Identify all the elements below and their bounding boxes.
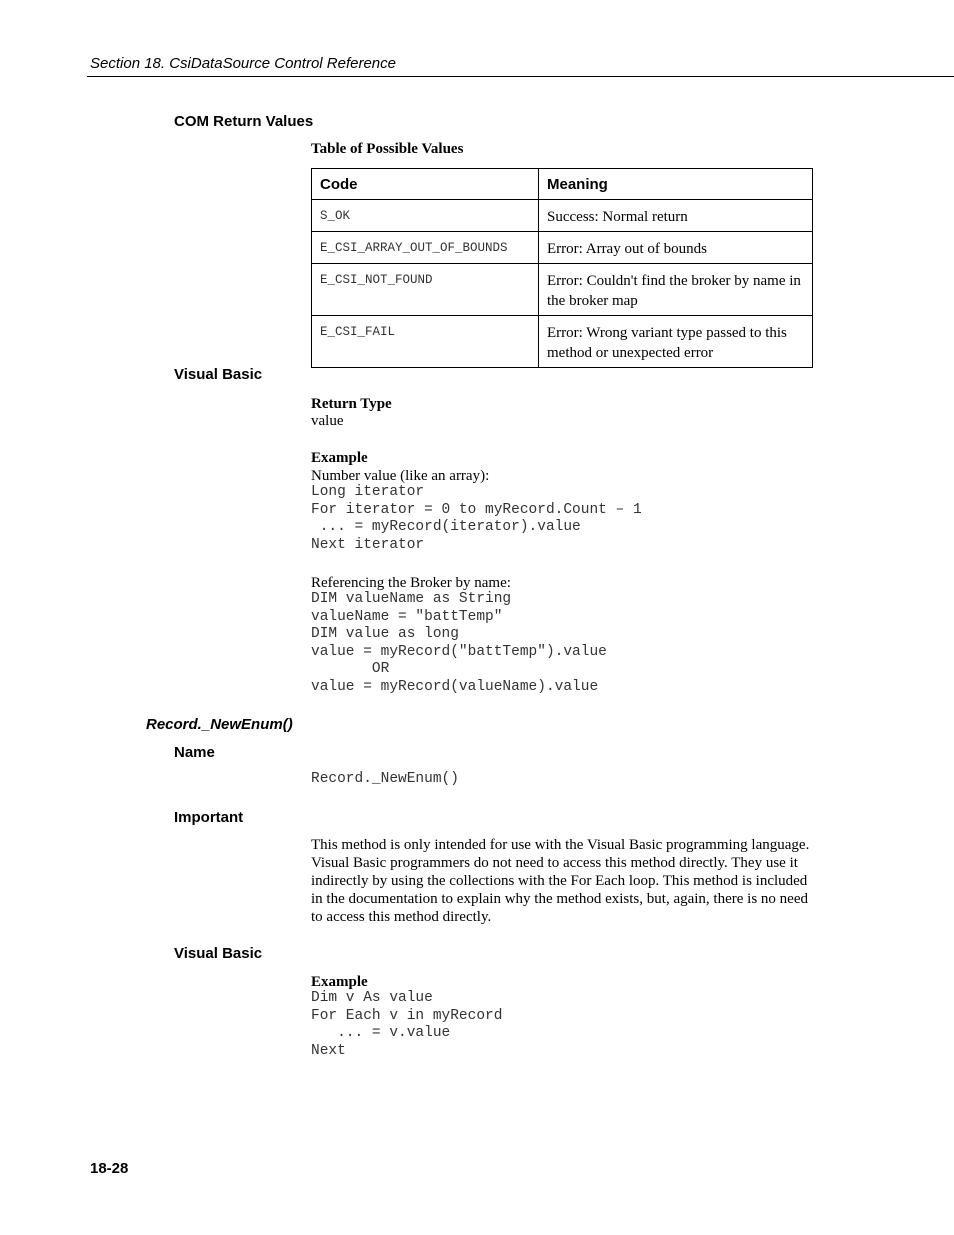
table-row (312, 232, 813, 264)
table-row (312, 200, 813, 232)
table-row (312, 264, 813, 316)
running-header: Section 18. CsiDataSource Control Reference (90, 55, 396, 72)
meaning-cell: Error: Array out of bounds (539, 232, 813, 264)
column-header-meaning: Meaning (539, 169, 813, 200)
new-enum-heading: Record._NewEnum() (146, 716, 293, 733)
table-header-row (312, 169, 813, 200)
table-row (312, 316, 813, 368)
return-values-table (311, 168, 813, 368)
return-type-value: value (311, 413, 344, 429)
meaning-cell: Success: Normal return (539, 200, 813, 232)
important-paragraph: This method is only intended for use with the Visual Basic programming language. Visual Basic programmers do not need to access this method directly. They use it indirectly by using the collections with the For Each loop. This method is included in the documentation to explain why the method exists, but, again, there is no need to access this method directly. (311, 837, 810, 925)
example-label-2: Example (311, 974, 368, 990)
code-block-broker: DIM valueName as String valueName = "battTemp" DIM value as long value = myRecord("battTemp").value OR value = myRecord(valueName).value (311, 591, 607, 695)
header-rule (87, 76, 954, 77)
page-number: 18-28 (90, 1160, 129, 1177)
code-cell: E_CSI_ARRAY_OUT_OF_BOUNDS (312, 232, 539, 264)
return-type-label: Return Type (311, 396, 392, 412)
code-block-foreach: Dim v As value For Each v in myRecord ... = v.value Next (311, 990, 503, 1059)
visual-basic-heading: Visual Basic (174, 366, 263, 383)
com-return-values-heading: COM Return Values (174, 113, 314, 130)
name-heading: Name (174, 744, 215, 761)
table-caption: Table of Possible Values (311, 141, 464, 157)
code-cell: E_CSI_FAIL (312, 316, 539, 368)
meaning-cell: Error: Couldn't find the broker by name in the broker map (539, 264, 813, 316)
code-cell: S_OK (312, 200, 539, 232)
code-cell: E_CSI_NOT_FOUND (312, 264, 539, 316)
example-label: Example (311, 450, 368, 466)
method-name: Record._NewEnum() (311, 771, 459, 787)
code-block-iterator: Long iterator For iterator = 0 to myRecord.Count – 1 ... = myRecord(iterator).value Next iterator (311, 484, 642, 553)
example-intro-broker: Referencing the Broker by name: (311, 575, 511, 591)
column-header-code: Code (312, 169, 539, 200)
meaning-cell: Error: Wrong variant type passed to this method or unexpected error (539, 316, 813, 368)
important-heading: Important (174, 809, 244, 826)
visual-basic-heading-2: Visual Basic (174, 945, 263, 962)
example-intro: Number value (like an array): (311, 468, 490, 484)
